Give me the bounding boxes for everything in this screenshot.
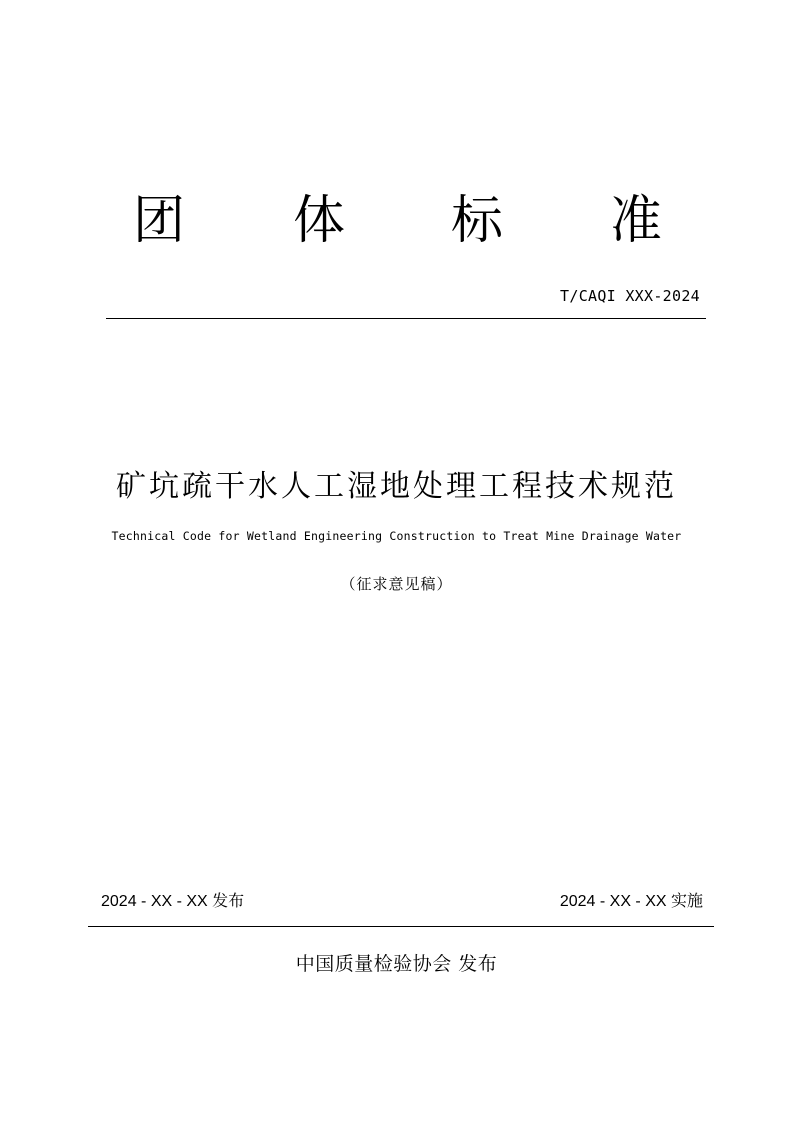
document-title-chinese: 矿坑疏干水人工湿地处理工程技术规范 xyxy=(116,469,677,504)
standard-type-char-1: 团 xyxy=(133,191,186,251)
standard-number: T/CAQI XXX-2024 xyxy=(560,287,700,305)
issue-date: 2024 - XX - XX 发布 xyxy=(101,893,245,910)
header-divider xyxy=(106,318,706,319)
footer-divider xyxy=(88,926,714,927)
draft-status-note: （征求意见稿） xyxy=(340,575,453,593)
standard-type-char-4: 准 xyxy=(610,191,663,251)
standard-type-char-2: 体 xyxy=(293,191,346,251)
standard-type-char-3: 标 xyxy=(451,191,504,251)
document-title-english: Technical Code for Wetland Engineering Construction to Treat Mine Drainage Water xyxy=(111,529,682,543)
publisher: 中国质量检验协会 发布 xyxy=(295,953,498,975)
effective-date: 2024 - XX - XX 实施 xyxy=(559,893,703,910)
standard-type-heading xyxy=(0,186,793,256)
